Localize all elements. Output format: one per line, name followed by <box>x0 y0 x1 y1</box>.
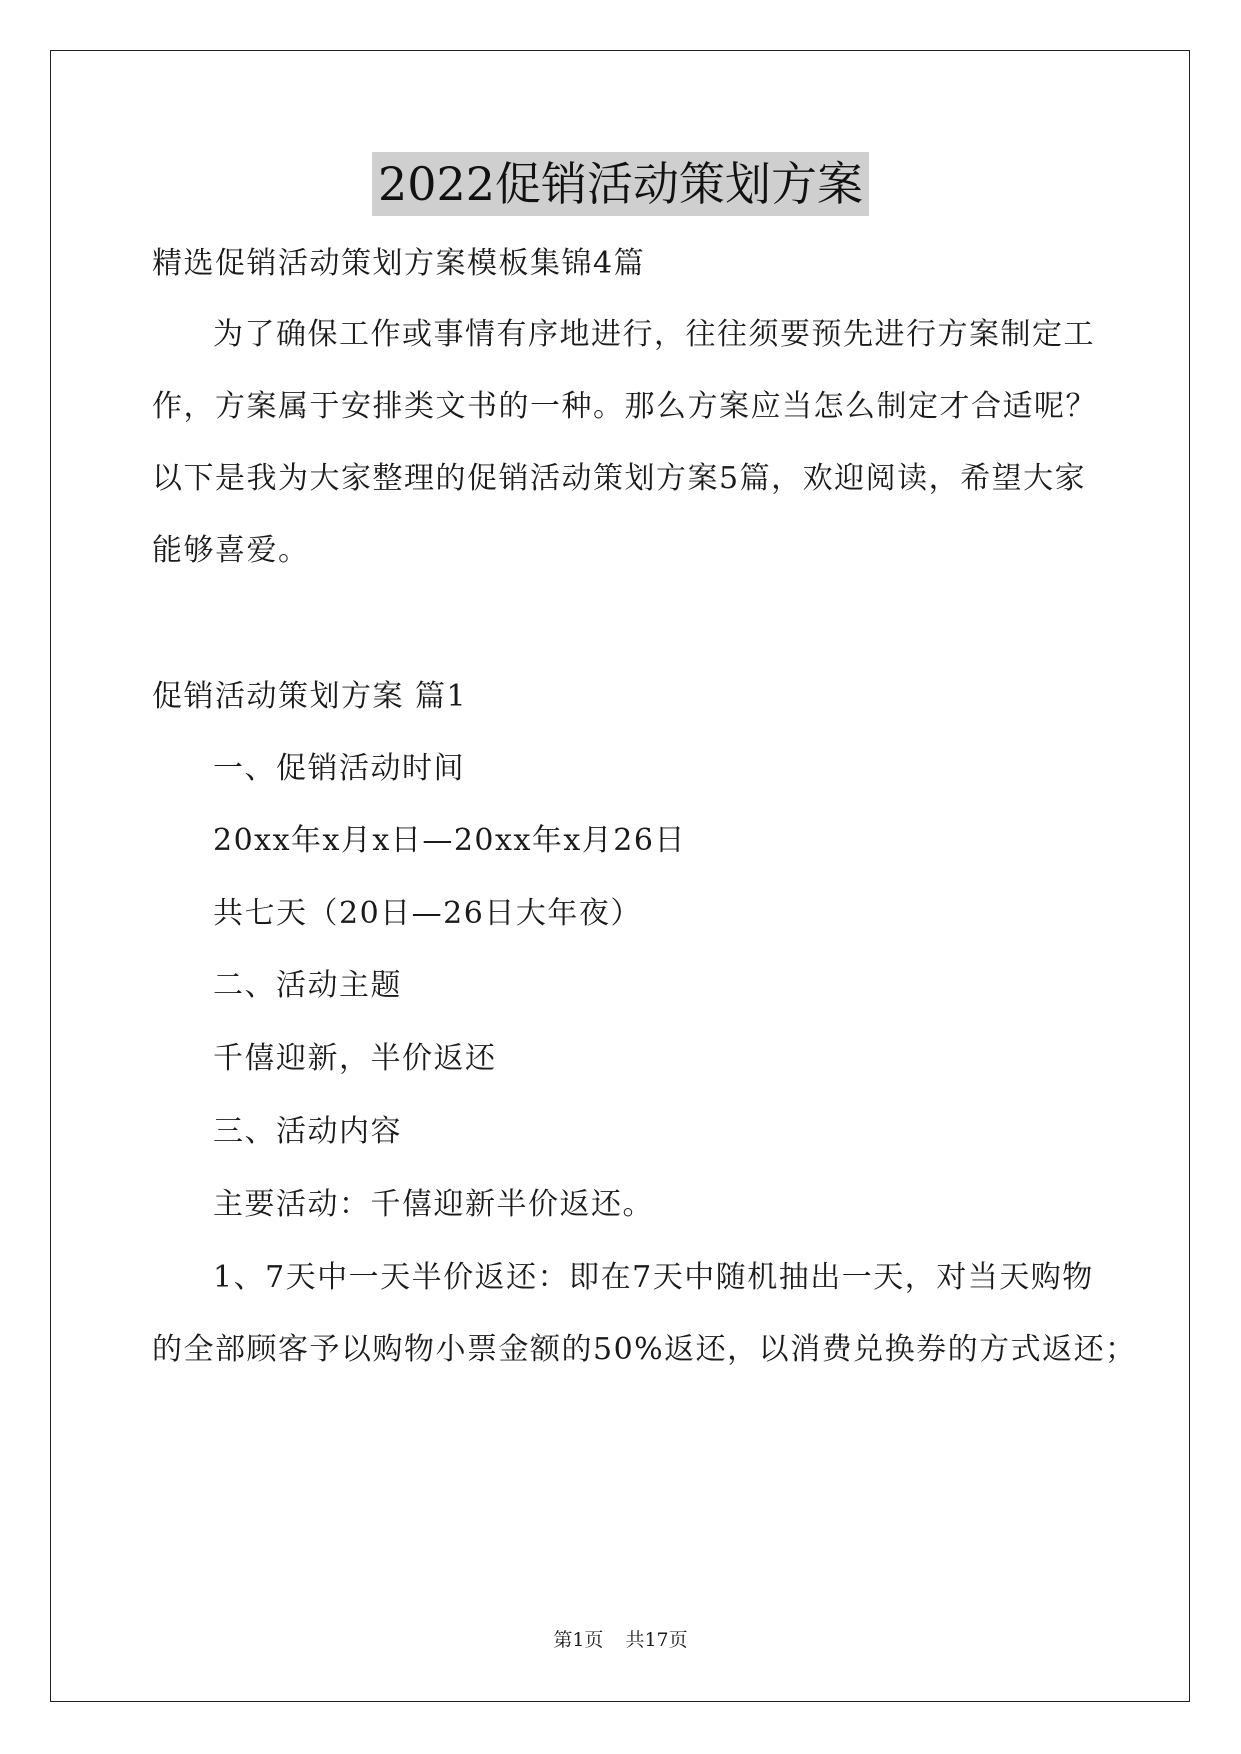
body-line-4: 二、活动主题 <box>213 968 402 1003</box>
section-heading: 促销活动策划方案 篇1 <box>152 679 468 714</box>
body-line-1: 一、促销活动时间 <box>213 751 465 786</box>
body-line-9: 的全部顾客予以购物小票金额的50%返还，以消费兑换券的方式返还； <box>152 1332 1137 1367</box>
intro-line-1: 为了确保工作或事情有序地进行，往往须要预先进行方案制定工 <box>213 317 1095 352</box>
body-line-8: 1、7天中一天半价返还：即在7天中随机抽出一天，对当天购物 <box>213 1260 1094 1295</box>
title-container <box>0 152 1241 216</box>
page-total: 共17页 <box>625 1629 688 1651</box>
body-line-5: 千僖迎新，半价返还 <box>213 1041 497 1076</box>
body-line-3: 共七天（20日—26日大年夜） <box>213 896 642 931</box>
body-line-7: 主要活动：千僖迎新半价返还。 <box>213 1187 654 1222</box>
body-line-6: 三、活动内容 <box>213 1114 402 1149</box>
page-footer <box>0 1628 1241 1652</box>
page-number: 第1页 <box>553 1629 604 1651</box>
body-line-2: 20xx年x月x日—20xx年x月26日 <box>213 823 686 858</box>
subtitle: 精选促销活动策划方案模板集锦4篇 <box>152 246 646 281</box>
intro-line-3: 以下是我为大家整理的促销活动策划方案5篇，欢迎阅读，希望大家 <box>152 461 1087 496</box>
page-border <box>50 50 1190 1702</box>
intro-line-2: 作，方案属于安排类文书的一种。那么方案应当怎么制定才合适呢？ <box>152 389 1097 424</box>
intro-line-4: 能够喜爱。 <box>152 533 310 568</box>
document-title: 2022促销活动策划方案 <box>372 152 869 216</box>
